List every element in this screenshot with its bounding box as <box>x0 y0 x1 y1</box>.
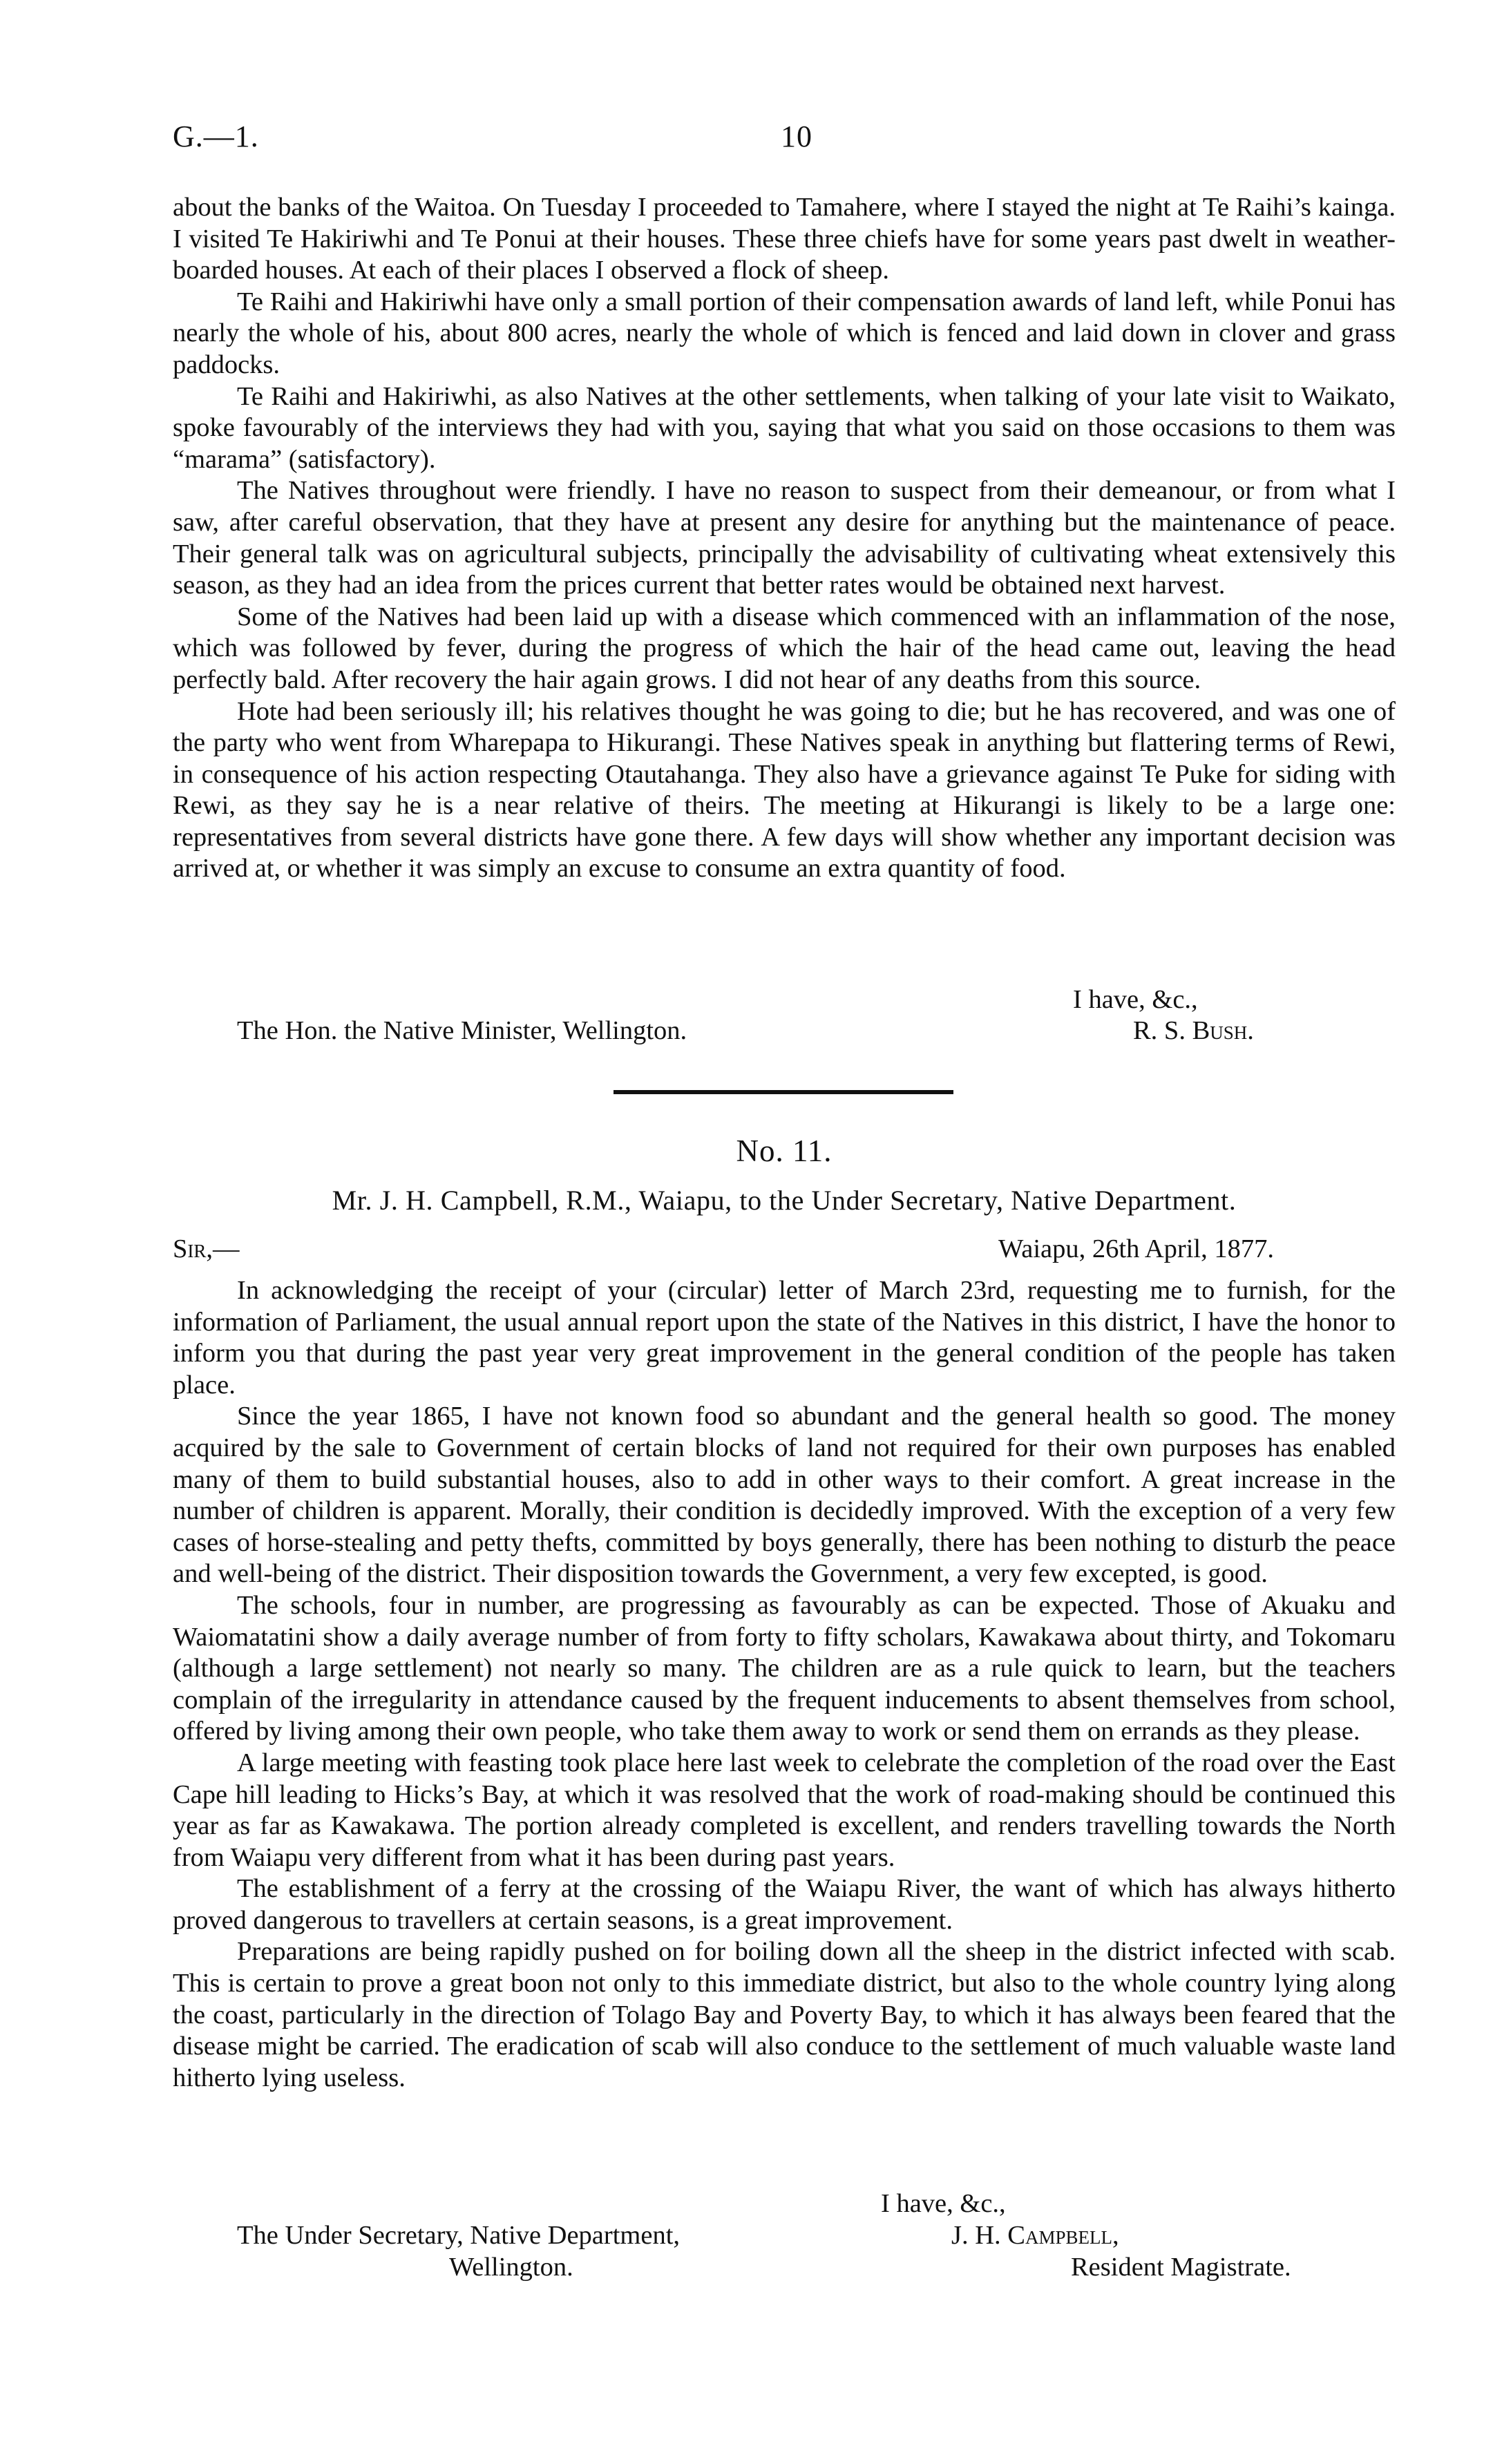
letter-11-body <box>173 1275 1396 2094</box>
paragraph: Te Raihi and Hakiriwhi, as also Natives at the other settlements, when talking of your late visit to Waikato, spoke favourably of the interviews they had with you, saying that what you said on those occasions to them was “marama” (satisfactory). <box>173 381 1396 474</box>
paragraph: A large meeting with feasting took place here last week to celebrate the completion of the road over the East Cape hill leading to Hicks’s Bay, at which it was resolved that the work of road-making should be continued this year as far as Kawakawa. The portion already completed is excellent, and renders travelling towards the North from Waiapu very different from what it has been during past years. <box>173 1748 1396 1872</box>
letter-11-addressee: The Under Secretary, Native Department, <box>237 2221 681 2250</box>
paragraph: Hote had been seriously ill; his relatives thought he was going to die; but he has recovered, and was one of the party who went from Wharepapa to Hikurangi. These Natives speak in anything but flattering terms of Rewi, in consequence of his action respecting Otautahanga. They also have a grievance against Te Puke for siding with Rewi, as they say he is a near relative of theirs. The meeting at Hikurangi is likely to be a large one: representatives from several districts have gone there. A few days will show whether any important decision was arrived at, or whether it was simply an excuse to consume an extra quantity of food. <box>173 696 1396 884</box>
section-divider <box>614 1090 953 1094</box>
paragraph: The Natives throughout were friendly. I have no reason to suspect from their demeanour, or from what I saw, after careful observation, that they have at present any desire for anything but the maintenance of peace. Their general talk was on agricultural subjects, principally the advisability of cultivating wheat extensively this season, as they had an idea from the prices current that better rates would be obtained next harvest. <box>173 476 1396 600</box>
paragraph: Some of the Natives had been laid up with a disease which commenced with an inflammation of the nose, which was followed by fever, during the progress of which the hair of the head came out, leaving the head perfectly bald. After recovery the hair again grows. I did not hear of any deaths from this source. <box>173 602 1396 694</box>
page-number: 10 <box>781 120 812 153</box>
paragraph: Te Raihi and Hakiriwhi have only a small portion of their compensation awards of land left, while Ponui has nearly the whole of his, about 800 acres, nearly the whole of which is fenced and laid down in clover and grass paddocks. <box>173 287 1396 379</box>
letter-10-body <box>173 192 1396 885</box>
letter-10-addressee: The Hon. the Native Minister, Wellington. <box>237 1016 687 1045</box>
paragraph: about the banks of the Waitoa. On Tuesday I proceeded to Tamahere, where I stayed the night at Te Raihi’s kainga. I visited Te Hakiriwhi and Te Ponui at their houses. These three chiefs have for some years past dwelt in weather-boarded houses. At each of their places I observed a flock of sheep. <box>173 193 1396 285</box>
paragraph: Since the year 1865, I have not known food so abundant and the general health so good. The money acquired by the sale to Government of certain blocks of land not required for their own purposes has enabled many of them to build substantial houses, also to add in other ways to their comfort. A great increase in the number of children is apparent. Morally, their condition is decidedly improved. With the exception of a very few cases of horse-stealing and petty thefts, committed by boys generally, there has been nothing to disturb the peace and well-being of the district. Their disposition towards the Government, a very few excepted, is good. <box>173 1402 1396 1589</box>
letter-11-signature-title: Resident Magistrate. <box>1071 2253 1291 2282</box>
letter-11-closing: I have, &c., <box>881 2189 1006 2218</box>
letter-11-signature-name: J. H. Campbell, <box>951 2221 1119 2250</box>
paragraph: The establishment of a ferry at the crossing of the Waiapu River, the want of which has always hitherto proved dangerous to travellers at certain seasons, is a great improvement. <box>173 1874 1396 1935</box>
letter-number: No. 11. <box>736 1134 833 1168</box>
paragraph: The schools, four in number, are progressing as favourably as can be expected. Those of Akuaku and Waiomatatini show a daily average number of from forty to fifty scholars, Kawakawa about thirty, and Tokomaru (although a large settlement) not nearly so many. The children are as a rule quick to learn, but the teachers complain of the irregularity in attendance caused by the frequent inducements to absent themselves from school, offered by living among their own people, who take them away to work or send them on errands as they please. <box>173 1590 1396 1746</box>
document-reference: G.—1. <box>173 120 259 153</box>
dateline: Waiapu, 26th April, 1877. <box>998 1234 1274 1263</box>
letter-10-signature: R. S. Bush. <box>1133 1016 1254 1045</box>
paragraph: Preparations are being rapidly pushed on for boiling down all the sheep in the district infected with scab. This is certain to prove a great boon not only to this immediate district, but also to the whole country lying along the coast, particularly in the direction of Tolago Bay and Poverty Bay, to which it has always been feared that the disease might be carried. The eradication of scab will also conduce to the settlement of much valuable waste land hitherto lying useless. <box>173 1937 1396 2092</box>
letter-10-closing: I have, &c., <box>1073 985 1198 1014</box>
letter-title: Mr. J. H. Campbell, R.M., Waiapu, to the Under Secretary, Native Department. <box>332 1185 1237 1216</box>
paragraph: In acknowledging the receipt of your (circular) letter of March 23rd, requesting me to furnish, for the information of Parliament, the usual annual report upon the state of the Natives in this district, I have the honor to inform you that during the past year very great improvement in the general condition of the people has taken place. <box>173 1276 1396 1400</box>
letter-11-addressee-city: Wellington. <box>449 2253 573 2282</box>
salutation: Sir,— <box>173 1234 240 1263</box>
